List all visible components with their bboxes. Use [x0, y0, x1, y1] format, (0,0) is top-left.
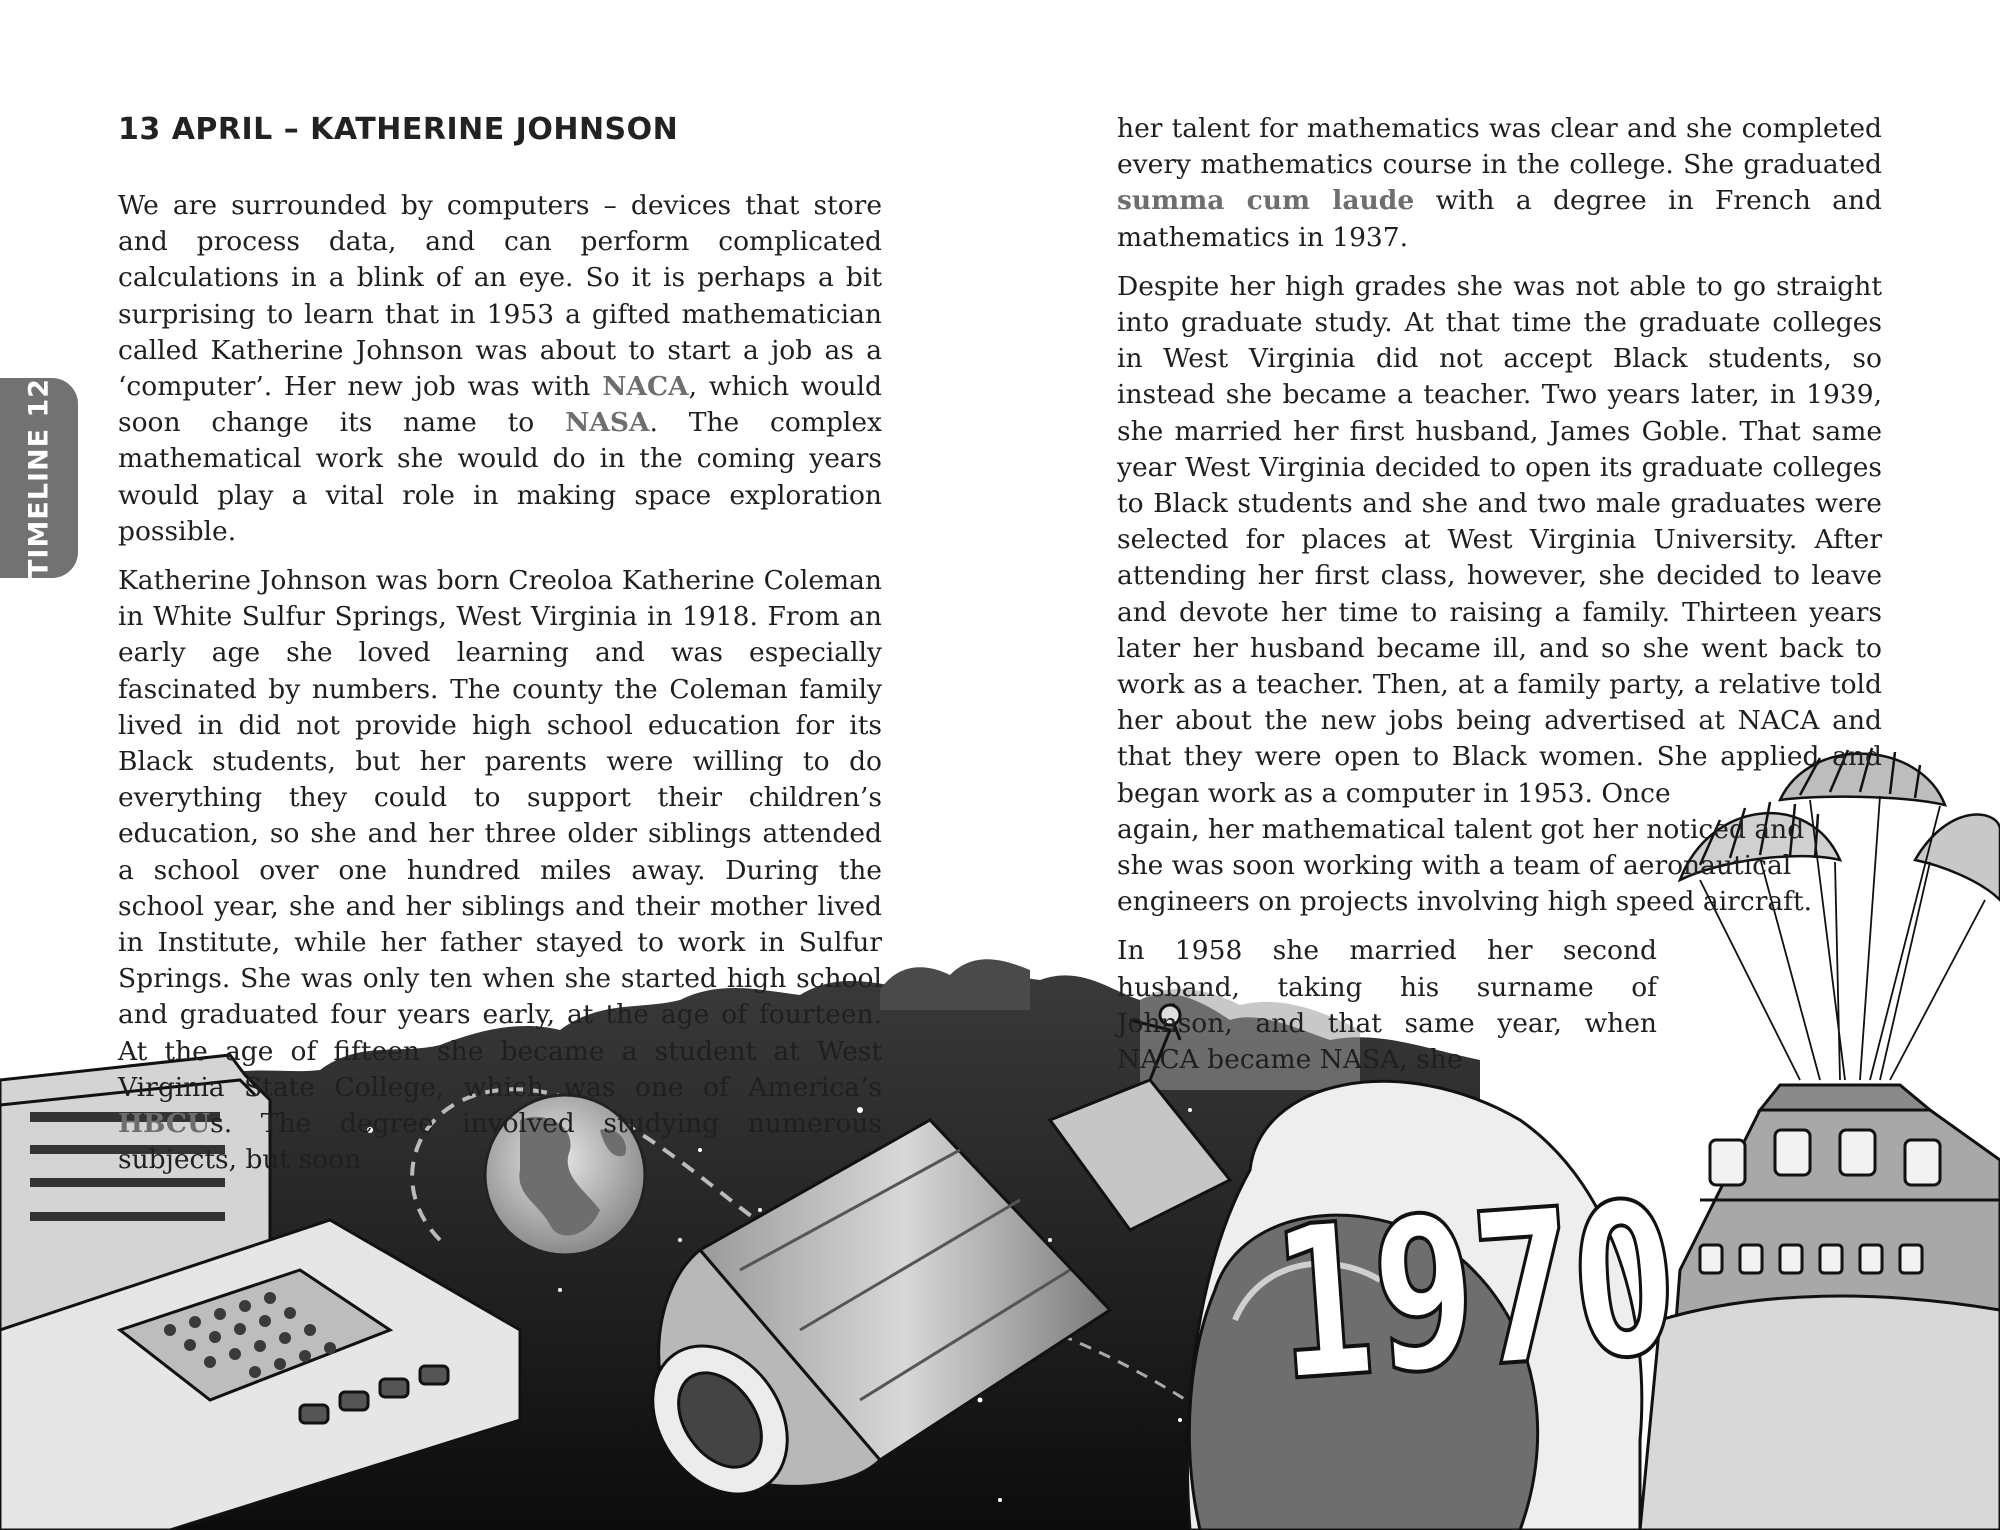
landing-capsule-drawing	[1640, 1085, 2000, 1530]
glossary-term-nasa: NASA	[565, 407, 650, 439]
paragraph: her talent for mathematics was clear and she completed every mathematics course in the college. She graduated summa cum laude with a degree in French and mathematics in 1937.	[1117, 113, 1882, 253]
far-trees	[880, 959, 1030, 1010]
paragraph: In 1958 she married her second husband, taking his surname of Johnson, and that same year, when NACA became NASA, she	[1117, 935, 1657, 1076]
left-column	[118, 188, 882, 1191]
paragraph: We are surrounded by computers – devices that store and process data, and can perform complicated calculations in a blink of an eye. So it is perhaps a bit surprising to learn that in 1953 a gifted mathematician called Katherine Johnson was about to start a job as a ‘computer’. Her new job was with NACA, which would soon change its name to NASA. The complex mathematical work she would do in the coming years would play a vital role in making space exploration possible.	[118, 190, 883, 547]
paragraph: Despite her high grades she was not able to go straight into graduate study. At that time the graduate colleges in West Virginia did not accept Black students, so instead she became a teacher. Two years later, in 1939, she married her first husband, James Goble. That same year West Virginia decided to open its graduate colleges to Black students and she and two male graduates were selected for places at West Virginia University. After attending her first class, however, she decided to leave and devote her time to raising a family. Thirteen years later her husband became ill, and so she went back to work as a teacher. Then, at a family party, a relative told her about the new jobs being advertised at NACA and that they were open to Black women. She applied and began work as a computer in 1953. Once	[1117, 270, 1882, 809]
paragraph-continued: again, her mathematical talent got her noticed and she was soon working with a team of aeronautical engineers on projects involving high speed aircraft.	[1117, 813, 1813, 918]
timeline-tab-label: TIMELINE 12	[23, 377, 55, 579]
glossary-term-hbcu: HBCU	[118, 1108, 211, 1140]
page-title: 13 APRIL – KATHERINE JOHNSON	[118, 112, 679, 147]
glossary-term-naca: NACA	[602, 371, 689, 403]
right-column	[1117, 111, 1882, 1091]
year-lettering: 1970	[1266, 1147, 1809, 1429]
paragraph: Katherine Johnson was born Creoloa Katherine Coleman in White Sulfur Springs, West Virginia in 1918. From an early age she loved learning and was especially fascinated by numbers. The county the Coleman family lived in did not provide high school education for its Black students, but her parents were willing to do everything they could to support their children’s education, so she and her three older siblings attended a school over one hundred miles away. During the school year, she and her siblings and their mother lived in Institute, while her father stayed to work in Sulfur Springs. She was only ten when she started high school and graduated four years early, at the age of fourteen. At the age of fifteen she became a student at West Virginia State College, which was one of America’s HBCUs. The degree involved studying numerous subjects, but soon	[118, 565, 882, 1176]
glossary-term-summa-cum-laude: summa cum laude	[1117, 185, 1415, 217]
